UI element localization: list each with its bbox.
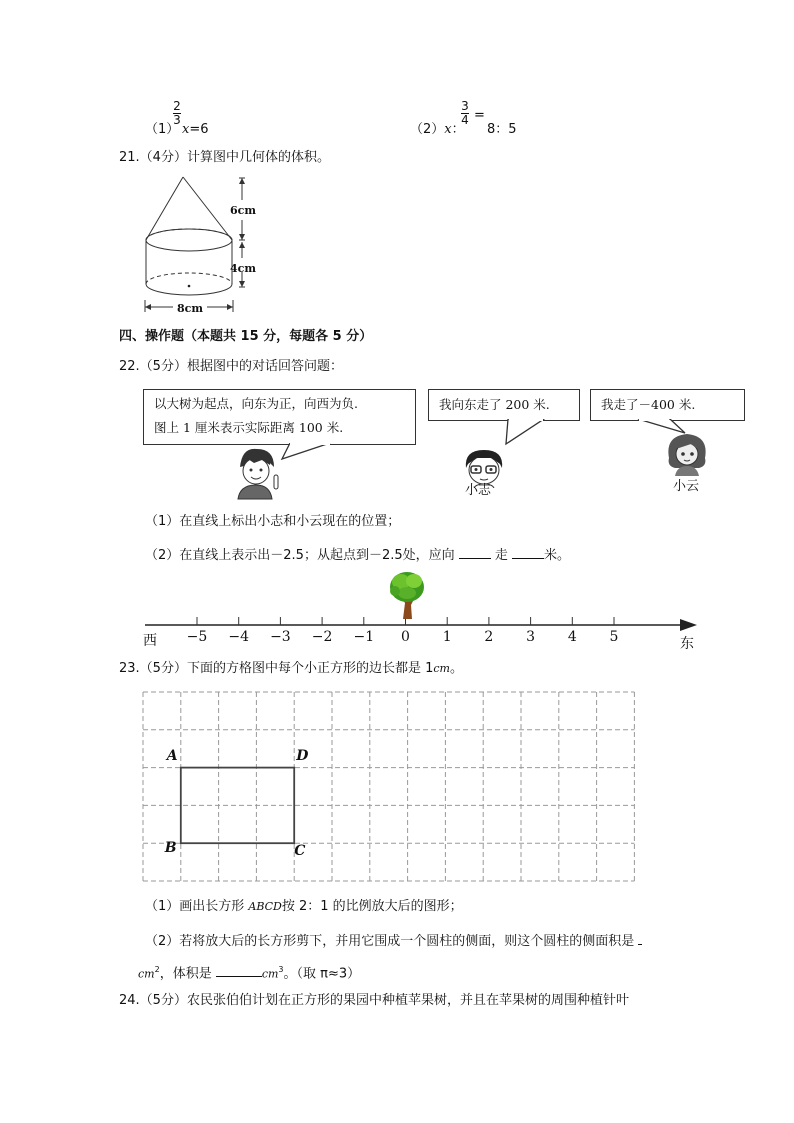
xiaozhi-figure [462, 448, 506, 488]
answer-blank-volume[interactable] [216, 964, 262, 977]
vertex-label-b: B [164, 840, 177, 857]
frac-numerator: 3 [461, 99, 469, 113]
west-label: 西 [143, 633, 157, 649]
q23-sub1-text: （1）画出长方形 [145, 899, 249, 914]
equation-2 [410, 122, 465, 138]
unit-cm: cm [433, 662, 450, 675]
vertex-label-a: A [166, 747, 178, 764]
bubble-tail-xiaozhi [500, 419, 560, 449]
rectangle-abcd [181, 768, 294, 844]
fraction-3-4 [460, 100, 470, 127]
tick-label: 1 [442, 629, 452, 645]
east-label: 东 [680, 636, 694, 652]
cylinder-height-label: 4cm [230, 262, 256, 275]
tick-label: 2 [484, 629, 494, 645]
tick-label: 4 [567, 629, 577, 645]
speech-bubble-xiaozhi [428, 389, 580, 421]
diameter-label: 8cm [177, 302, 203, 315]
q22-sub2-text: （2）在直线上表示出－2.5；从起点到－2.5处，应向 [145, 548, 459, 563]
question-23-title [119, 661, 463, 677]
unit-cm2: cm [138, 967, 155, 981]
frac-denominator: 4 [461, 113, 469, 127]
frac-numerator: 2 [173, 99, 181, 113]
tick-label: −2 [311, 629, 333, 645]
tick-label: −4 [228, 629, 249, 645]
tick-label: 0 [401, 629, 410, 645]
tick-label: −3 [270, 629, 291, 645]
rect-name: ABCD [248, 900, 282, 913]
q23-title-end: 。 [449, 661, 463, 676]
q23-subquestion-1 [145, 899, 463, 915]
vertex-label-d: D [296, 747, 309, 764]
q23-sub1-text-end: 按 2：1 的比例放大后的图形； [281, 899, 463, 914]
q23-subquestion-2-line2 [138, 962, 360, 982]
q23-sub2-text: （2）若将放大后的长方形剪下，并用它围成一个圆柱的侧面，则这个圆柱的侧面积是 [145, 934, 639, 949]
section-heading: 四、操作题（本题共 15 分，每题各 5 分） [119, 329, 373, 344]
answer-blank-lateral-area[interactable] [638, 932, 642, 945]
bubble-tail-teacher [280, 443, 360, 463]
cylinder-top-back [146, 229, 232, 240]
equation-1-rest [182, 122, 209, 138]
tick-label: 5 [609, 629, 619, 645]
equation-2-label: （2） [410, 122, 445, 137]
tick-label: −1 [353, 629, 375, 645]
equation-2-rhs: 8：5 [487, 122, 517, 137]
speech-bubble-teacher [143, 389, 416, 445]
cylinder-bottom-back [146, 273, 232, 284]
q22-subquestion-1: （1）在直线上标出小志和小云现在的位置； [145, 514, 401, 529]
q22-subquestion-2 [145, 546, 570, 564]
center-dot [188, 285, 191, 288]
answer-blank-direction[interactable] [459, 546, 491, 559]
bubble-line-1: 以大树为起点，向东为正，向西为负. [154, 396, 358, 411]
equals-sign: = [474, 108, 485, 123]
q23-subquestion-2-line1 [145, 932, 642, 950]
q22-sub2-text-walk: 走 [494, 548, 513, 563]
variable-x: x [444, 122, 452, 137]
bubble-line-2: 图上 1 厘米表示实际距离 100 米. [154, 420, 344, 435]
superscript-3: 3 [278, 965, 284, 974]
unit-cm3: cm [261, 967, 279, 981]
frac-denominator: 3 [173, 113, 181, 127]
bubble-text: 我走了－400 米. [601, 397, 696, 412]
fraction-2-3 [172, 100, 182, 127]
bubble-text: 我向东走了 200 米. [439, 397, 550, 412]
tick-label: 3 [526, 629, 536, 645]
question-21-title: 21.（4分）计算图中几何体的体积。 [119, 150, 330, 165]
name-xiaozhi: 小志 [465, 483, 492, 498]
q23-sub2-mid: ，体积是 [159, 966, 216, 982]
question-22-title: 22.（5分）根据图中的对话回答问题： [119, 359, 343, 374]
number-line-labels [135, 565, 705, 655]
q23-title-text: 23.（5分）下面的方格图中每个小正方形的边长都是 1 [119, 661, 434, 676]
question-24-title: 24.（5分）农民张伯伯计划在正方形的果园中种植苹果树，并且在苹果树的周围种植针叶 [119, 993, 629, 1008]
square-grid [140, 689, 640, 885]
variable-x: x [182, 122, 190, 137]
cone-height-label: 6cm [230, 204, 256, 217]
xiaoyun-figure [665, 430, 709, 476]
name-xiaoyun: 小云 [673, 479, 700, 494]
equation-1-rhs: =6 [189, 122, 209, 137]
colon: ： [451, 122, 465, 137]
answer-blank-distance[interactable] [512, 546, 544, 559]
equation-1-label: （1） [145, 122, 180, 137]
cone-cylinder-figure [135, 172, 275, 322]
superscript-2: 2 [154, 965, 160, 974]
tick-label: −5 [186, 629, 208, 645]
boy-teacher-figure [232, 445, 282, 500]
q22-sub2-text-end: 米。 [544, 548, 571, 563]
q23-sub2-end: 。（取 π≈3） [283, 966, 361, 982]
vertex-label-c: C [294, 843, 306, 860]
speech-bubble-xiaoyun [590, 389, 745, 421]
